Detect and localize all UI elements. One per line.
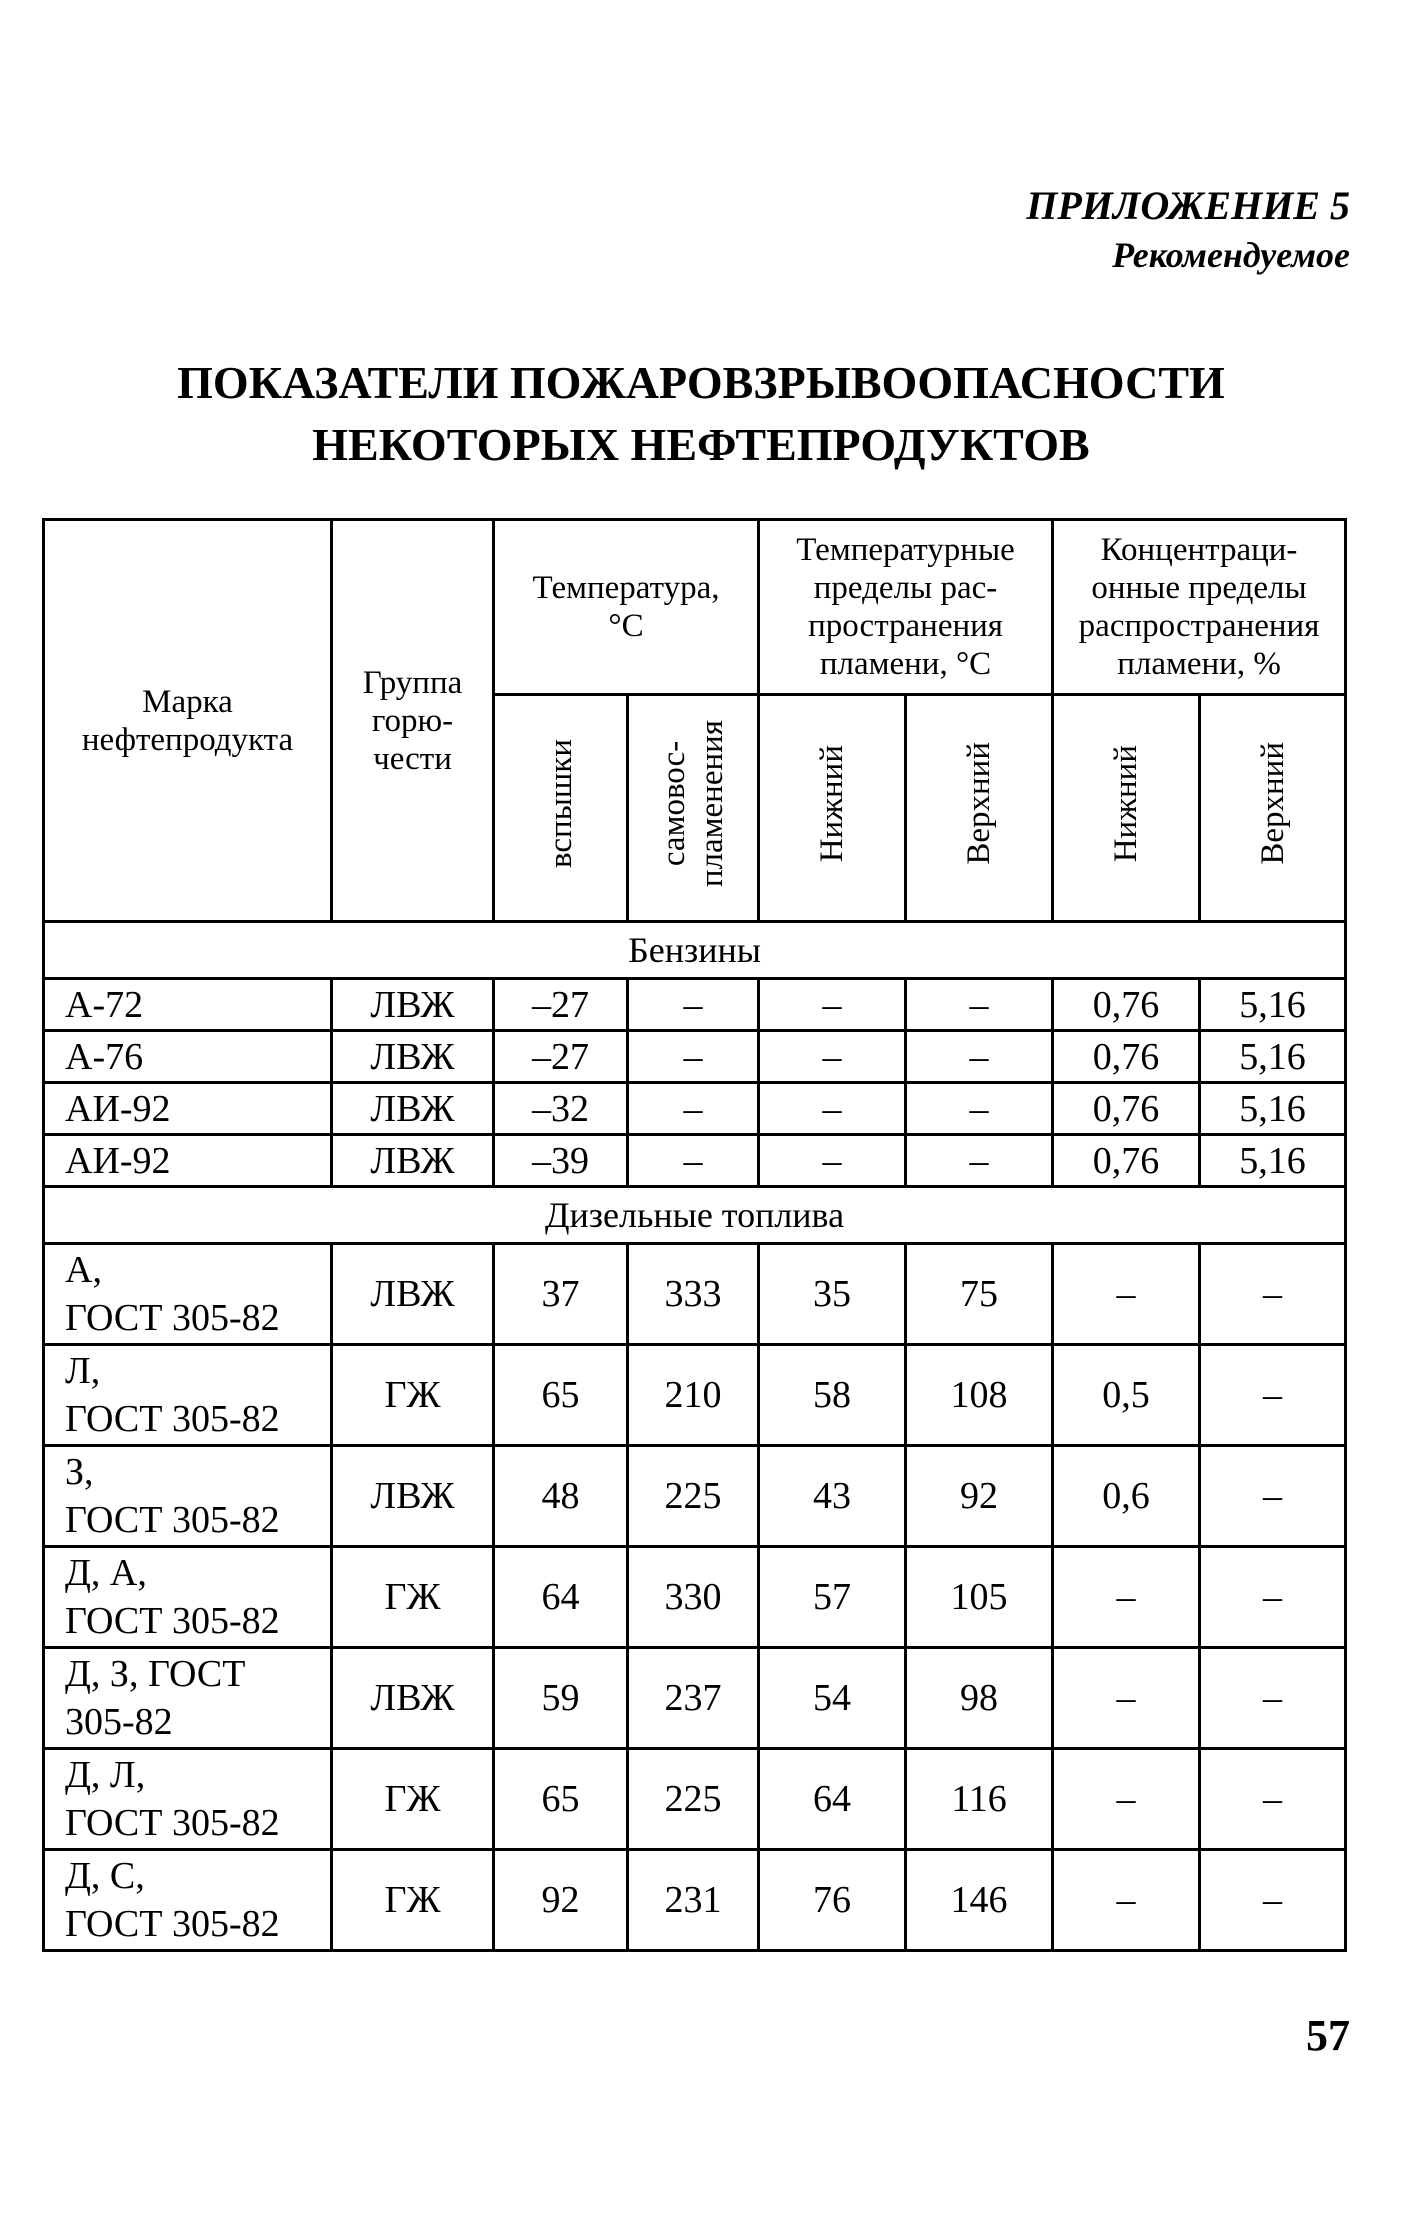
cell-cu: 5,16 — [1200, 1031, 1346, 1083]
cell-cl: – — [1053, 1244, 1200, 1345]
cell-group: ГЖ — [332, 1749, 494, 1850]
page-number: 57 — [1306, 2011, 1350, 2060]
cell-tu: – — [906, 979, 1053, 1031]
cell-tu: 146 — [906, 1850, 1053, 1951]
cell-autoign: 330 — [628, 1547, 759, 1648]
cell-tu: – — [906, 1031, 1053, 1083]
cell-tl: 64 — [759, 1749, 906, 1850]
cell-brand — [44, 1446, 332, 1547]
title-line-2: НЕКОТОРЫХ НЕФТЕПРОДУКТОВ — [312, 419, 1090, 470]
cell-group: ЛВЖ — [332, 1083, 494, 1135]
header-temp-lower: Нижний — [759, 695, 906, 922]
section-row — [44, 1187, 1346, 1244]
cell-autoign: 333 — [628, 1244, 759, 1345]
cell-flash: 59 — [494, 1648, 628, 1749]
appendix-number: ПРИЛОЖЕНИЕ 5 — [1026, 183, 1350, 228]
table-row — [44, 1244, 1346, 1345]
cell-group: ЛВЖ — [332, 1648, 494, 1749]
cell-brand — [44, 1345, 332, 1446]
cell-brand — [44, 1749, 332, 1850]
cell-tu: 75 — [906, 1244, 1053, 1345]
cell-brand — [44, 1244, 332, 1345]
cell-tl: – — [759, 1135, 906, 1187]
table-row — [44, 1345, 1346, 1446]
table-row — [44, 1547, 1346, 1648]
header-autoign: самовос- пламенения — [628, 695, 759, 922]
cell-tu: – — [906, 1083, 1053, 1135]
cell-cu: – — [1200, 1749, 1346, 1850]
section-title: Дизельные топлива — [44, 1187, 1346, 1244]
cell-brand — [44, 979, 332, 1031]
cell-autoign: 231 — [628, 1850, 759, 1951]
cell-tl: 35 — [759, 1244, 906, 1345]
cell-brand — [44, 1648, 332, 1749]
cell-tl: 58 — [759, 1345, 906, 1446]
title-line-1: ПОКАЗАТЕЛИ ПОЖАРОВЗРЫВООПАСНОСТИ — [177, 357, 1225, 408]
cell-cu: 5,16 — [1200, 1135, 1346, 1187]
cell-group: ГЖ — [332, 1850, 494, 1951]
header-temperature: Температура, °С — [494, 520, 759, 695]
cell-brand — [44, 1547, 332, 1648]
cell-cl: 0,76 — [1053, 1083, 1200, 1135]
cell-group: ЛВЖ — [332, 1031, 494, 1083]
fire-hazard-table — [42, 518, 1347, 1952]
cell-tu: 92 — [906, 1446, 1053, 1547]
cell-tu: 108 — [906, 1345, 1053, 1446]
brand-line: АИ-92 — [65, 1139, 171, 1182]
header-temp-limits: Температурные пределы рас- пространения пламени, °С — [759, 520, 1053, 695]
brand-line: А, — [65, 1249, 102, 1291]
cell-cu: – — [1200, 1648, 1346, 1749]
cell-autoign: 210 — [628, 1345, 759, 1446]
cell-cl: – — [1053, 1547, 1200, 1648]
table-row — [44, 1749, 1346, 1850]
cell-cl: 0,76 — [1053, 1135, 1200, 1187]
cell-cu: – — [1200, 1446, 1346, 1547]
cell-brand — [44, 1850, 332, 1951]
cell-group: ГЖ — [332, 1345, 494, 1446]
cell-flash: 64 — [494, 1547, 628, 1648]
cell-cu: – — [1200, 1345, 1346, 1446]
table-row — [44, 1031, 1346, 1083]
cell-flash: 65 — [494, 1345, 628, 1446]
cell-flash: 65 — [494, 1749, 628, 1850]
cell-group: ЛВЖ — [332, 1446, 494, 1547]
header-brand: Марка нефтепродукта — [44, 520, 332, 922]
header-conc-upper: Верхний — [1200, 695, 1346, 922]
cell-brand — [44, 1135, 332, 1187]
table-row — [44, 979, 1346, 1031]
brand-line: Д, С, — [65, 1855, 145, 1897]
cell-autoign: – — [628, 979, 759, 1031]
cell-tu: 98 — [906, 1648, 1053, 1749]
cell-tl: – — [759, 1083, 906, 1135]
cell-cu: – — [1200, 1850, 1346, 1951]
brand-line: А-76 — [65, 1035, 144, 1078]
table-row — [44, 1850, 1346, 1951]
brand-line: Д, З, ГОСТ — [65, 1653, 246, 1695]
brand-line: А-72 — [65, 983, 144, 1026]
brand-line: ГОСТ 305-82 — [65, 1398, 280, 1440]
cell-brand — [44, 1031, 332, 1083]
cell-cu: 5,16 — [1200, 979, 1346, 1031]
cell-tl: 43 — [759, 1446, 906, 1547]
cell-cl: 0,5 — [1053, 1345, 1200, 1446]
brand-line: АИ-92 — [65, 1087, 171, 1130]
cell-cl: – — [1053, 1749, 1200, 1850]
brand-line: ГОСТ 305-82 — [65, 1600, 280, 1642]
cell-tl: – — [759, 979, 906, 1031]
cell-flash: –32 — [494, 1083, 628, 1135]
table-row — [44, 1648, 1346, 1749]
cell-flash: 37 — [494, 1244, 628, 1345]
cell-autoign: 225 — [628, 1749, 759, 1850]
brand-line: Д, А, — [65, 1552, 147, 1594]
cell-group: ЛВЖ — [332, 1135, 494, 1187]
cell-brand — [44, 1083, 332, 1135]
cell-flash: 92 — [494, 1850, 628, 1951]
cell-cu: 5,16 — [1200, 1083, 1346, 1135]
cell-flash: 48 — [494, 1446, 628, 1547]
header-group: Группа горю- чести — [332, 520, 494, 922]
cell-cl: 0,76 — [1053, 1031, 1200, 1083]
section-title: Бензины — [44, 922, 1346, 979]
table-row — [44, 1446, 1346, 1547]
cell-group: ЛВЖ — [332, 1244, 494, 1345]
brand-line: ГОСТ 305-82 — [65, 1802, 280, 1844]
brand-line: Д, Л, — [65, 1754, 146, 1796]
cell-tu: 116 — [906, 1749, 1053, 1850]
header-flash: вспышки — [494, 695, 628, 922]
cell-autoign: – — [628, 1083, 759, 1135]
table-row — [44, 1083, 1346, 1135]
page-title — [0, 352, 1402, 476]
cell-autoign: – — [628, 1031, 759, 1083]
brand-line: 305-82 — [65, 1701, 173, 1743]
cell-flash: –27 — [494, 1031, 628, 1083]
brand-line: З, — [65, 1451, 94, 1493]
table-row — [44, 1135, 1346, 1187]
cell-tl: 54 — [759, 1648, 906, 1749]
section-row — [44, 922, 1346, 979]
brand-line: ГОСТ 305-82 — [65, 1903, 280, 1945]
cell-flash: –39 — [494, 1135, 628, 1187]
cell-autoign: 237 — [628, 1648, 759, 1749]
cell-tu: – — [906, 1135, 1053, 1187]
header-conc-limits: Концентраци- онные пределы распространения пламени, % — [1053, 520, 1346, 695]
cell-autoign: 225 — [628, 1446, 759, 1547]
cell-cl: 0,6 — [1053, 1446, 1200, 1547]
header-conc-lower: Нижний — [1053, 695, 1200, 922]
cell-cu: – — [1200, 1547, 1346, 1648]
cell-tl: 57 — [759, 1547, 906, 1648]
cell-tl: 76 — [759, 1850, 906, 1951]
cell-group: ЛВЖ — [332, 979, 494, 1031]
cell-cu: – — [1200, 1244, 1346, 1345]
cell-flash: –27 — [494, 979, 628, 1031]
cell-cl: – — [1053, 1648, 1200, 1749]
cell-cl: – — [1053, 1850, 1200, 1951]
brand-line: ГОСТ 305-82 — [65, 1297, 280, 1339]
appendix-type: Рекомендуемое — [1112, 235, 1350, 275]
appendix-label — [1026, 180, 1350, 278]
header-temp-upper: Верхний — [906, 695, 1053, 922]
cell-tl: – — [759, 1031, 906, 1083]
cell-autoign: – — [628, 1135, 759, 1187]
brand-line: ГОСТ 305-82 — [65, 1499, 280, 1541]
cell-tu: 105 — [906, 1547, 1053, 1648]
cell-group: ГЖ — [332, 1547, 494, 1648]
cell-cl: 0,76 — [1053, 979, 1200, 1031]
brand-line: Л, — [65, 1350, 101, 1392]
